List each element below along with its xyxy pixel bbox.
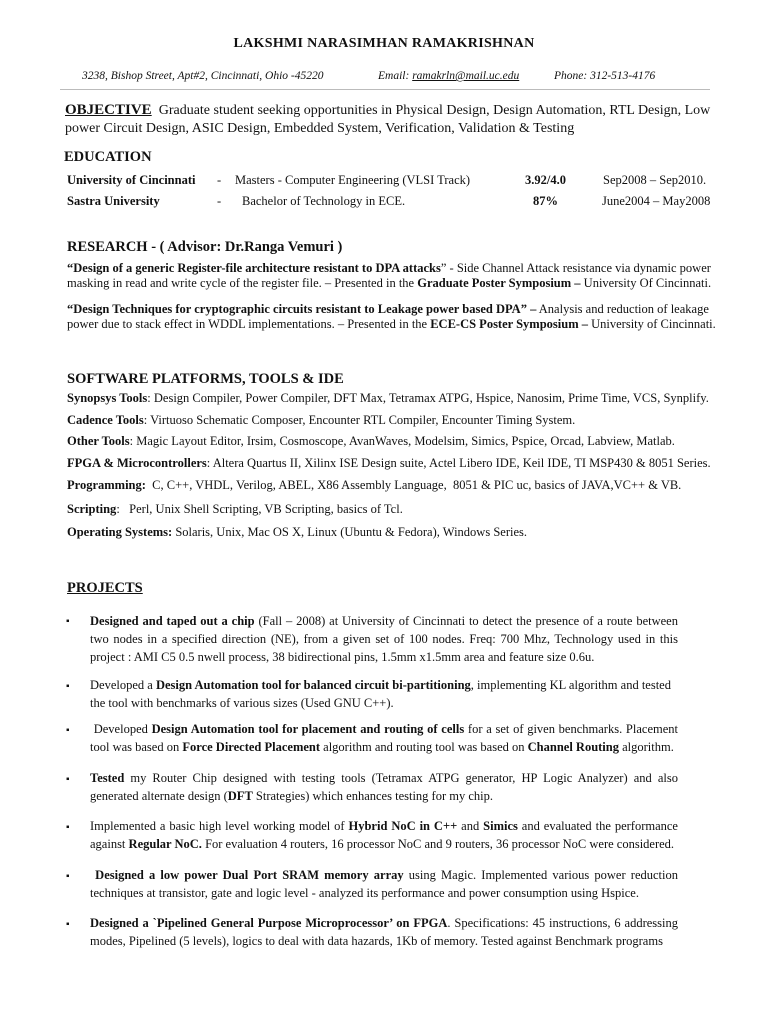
project-item <box>90 676 678 712</box>
tool-text: Perl, Unix Shell Scripting, VB Scripting, basics of Tcl. <box>129 502 403 516</box>
project-text: . Specifications: 45 instructions, 6 addressing modes, Pipelined (5 levels), logics to deal with data hazards, 1Kb of memory. Tested against Benchmark programs <box>90 916 678 948</box>
tool-sep: : <box>143 413 151 427</box>
research-item <box>67 302 727 332</box>
project-item <box>90 769 678 805</box>
research-text: Side Channel Attack resistance via dynamic power masking in read and write cycle of the register file. – Presented in the <box>67 261 711 290</box>
project-highlight: Designed a `Pipelined General Purpose Microprocessor’ on FPGA <box>90 916 448 930</box>
tool-row <box>67 478 737 493</box>
research-item <box>67 261 727 291</box>
tool-row <box>67 456 737 471</box>
tool-text: Magic Layout Editor, Irsim, Cosmoscope, AvanWaves, Modelsim, Simics, Pspice, Orcad, Labview, Matlab. <box>136 434 675 448</box>
project-item <box>90 866 678 902</box>
project-text: and evaluated the performance against <box>90 819 678 851</box>
tool-row <box>67 413 737 428</box>
project-text: for a set of given benchmarks. Placement tool was based on <box>90 722 678 754</box>
tool-row <box>67 502 737 517</box>
edu-score: 3.92/4.0 <box>525 173 566 187</box>
project-highlight: Force Directed Placement <box>182 740 321 754</box>
header-divider <box>60 89 710 90</box>
project-text: , implementing KL algorithm and tested the tool with benchmarks of various sizes (Used GNU C++). <box>90 678 671 710</box>
bullet-icon: ▪ <box>66 919 70 930</box>
research-venue: ECE-CS Poster Symposium – <box>430 317 588 331</box>
project-text: algorithm. <box>619 740 674 754</box>
objective-text: Graduate student seeking opportunities in Physical Design, Design Automation, RTL Design, Low power Circuit Design, ASIC Design, Embedded System, Verification, Validation & Testing <box>65 103 711 136</box>
education-row <box>67 173 727 191</box>
tool-text: Solaris, Unix, Mac OS X, Linux (Ubuntu & Fedora), Windows Series. <box>175 525 527 539</box>
project-text: Implemented a basic high level working model of <box>90 819 349 833</box>
bullet-icon: ▪ <box>66 725 70 736</box>
project-highlight: Designed a low power Dual Port SRAM memory array <box>90 868 404 882</box>
project-item <box>90 612 678 666</box>
tool-sep: : <box>206 456 213 470</box>
projects-title: PROJECTS <box>67 580 143 596</box>
candidate-name: LAKSHMI NARASIMHAN RAMAKRISHNAN <box>233 36 535 51</box>
tool-label: Cadence Tools <box>67 413 144 427</box>
research-title-text: “Design of a generic Register-file architecture resistant to DPA attacks <box>67 261 441 275</box>
tool-text: Altera Quartus II, Xilinx ISE Design suite, Actel Libero IDE, Keil IDE, TI MSP430 & 8051 Series. <box>212 456 711 470</box>
research-title-text: “Design Techniques for cryptographic circuits resistant to Leakage power based DPA” – <box>67 302 537 316</box>
tool-label: Operating Systems: <box>67 525 173 539</box>
project-text: Developed <box>90 722 152 736</box>
project-highlight: DFT <box>227 789 253 803</box>
project-text: Developed a <box>90 678 156 692</box>
email-label: Email: <box>378 70 410 82</box>
project-item <box>90 720 678 756</box>
research-text: Analysis and reduction of leakage power due to stack effect in WDDL implementations. – Presented in the <box>67 302 709 331</box>
project-text: my Router Chip designed with testing tools (Tetramax ATPG generator, HP Logic Analyzer) and also generated alternate design ( <box>90 771 678 803</box>
bullet-icon: ▪ <box>66 616 70 627</box>
tool-row <box>67 525 737 540</box>
tool-text: Virtuoso Schematic Composer, Encounter RTL Compiler, Encounter Timing System. <box>150 413 576 427</box>
project-text: Strategies) which enhances testing for my chip. <box>252 789 493 803</box>
project-highlight: Channel Routing <box>527 740 619 754</box>
project-highlight: Design Automation tool for placement and routing of cells <box>151 722 465 736</box>
edu-degree: Bachelor of Technology in ECE. <box>242 194 406 208</box>
research-title: RESEARCH - ( Advisor: Dr.Ranga Vemuri ) <box>67 239 343 255</box>
education-row <box>67 194 727 212</box>
edu-score: 87% <box>533 194 558 208</box>
software-title: SOFTWARE PLATFORMS, TOOLS & IDE <box>67 371 344 387</box>
edu-dates: Sep2008 – Sep2010. <box>603 173 707 187</box>
tool-sep: : <box>147 391 154 405</box>
bullet-icon: ▪ <box>66 681 70 692</box>
project-highlight: Design Automation tool for balanced circuit bi-partitioning <box>155 678 471 692</box>
project-text: For evaluation 4 routers, 16 processor NoC and 9 routers, 36 processor NoC were considered. <box>201 837 675 851</box>
edu-dates: June2004 – May2008 <box>602 194 711 208</box>
project-highlight: Regular NoC. <box>128 837 202 851</box>
research-place: University Of Cincinnati. <box>580 276 712 290</box>
research-venue: Graduate Poster Symposium – <box>417 276 581 290</box>
tool-label: Synopsys Tools <box>67 391 148 405</box>
research-sep: ” - <box>440 261 457 275</box>
objective-section <box>65 101 715 138</box>
edu-school: Sastra University <box>67 194 160 208</box>
edu-dash: - <box>217 194 222 208</box>
tool-sep: : <box>116 502 130 516</box>
bullet-icon: ▪ <box>66 822 70 833</box>
phone: Phone: 312-513-4176 <box>554 70 656 82</box>
edu-dash: - <box>217 173 222 187</box>
tool-label: Other Tools <box>67 434 130 448</box>
tool-label: Scripting <box>67 502 117 516</box>
edu-school: University of Cincinnati <box>67 173 196 187</box>
tool-text: Design Compiler, Power Compiler, DFT Max, Tetramax ATPG, Hspice, Nanosim, Prime Time, VCS, Synplify. <box>153 391 709 405</box>
tool-text: C, C++, VHDL, Verilog, ABEL, X86 Assembly Language, 8051 & PIC uc, basics of JAVA,VC++ & VB. <box>152 478 682 492</box>
project-highlight: Simics <box>483 819 518 833</box>
tool-label: Programming: <box>67 478 146 492</box>
project-highlight: Tested <box>90 771 125 785</box>
edu-degree: Masters - Computer Engineering (VLSI Track) <box>235 173 471 187</box>
project-text: using Magic. Implemented various power reduction techniques at transistor, gate and logic level - analyzed its performance and power consumption using Hspice. <box>90 868 678 900</box>
project-highlight: Hybrid NoC in C++ <box>348 819 458 833</box>
tool-sep: : <box>129 434 137 448</box>
project-text: and <box>457 819 484 833</box>
project-highlight: Designed and taped out a chip <box>90 614 255 628</box>
tool-row <box>67 391 737 406</box>
objective-label: OBJECTIVE <box>65 102 152 118</box>
education-title: EDUCATION <box>64 149 152 165</box>
tool-row <box>67 434 737 449</box>
research-place: University of Cincinnati. <box>588 317 716 331</box>
bullet-icon: ▪ <box>66 774 70 785</box>
bullet-icon: ▪ <box>66 871 70 882</box>
address: 3238, Bishop Street, Apt#2, Cincinnati, Ohio -45220 <box>82 70 324 82</box>
project-text: algorithm and routing tool was based on <box>320 740 528 754</box>
email-link[interactable]: ramakrln@mail.uc.edu <box>412 70 520 82</box>
project-item <box>90 817 678 853</box>
email-block <box>378 70 519 82</box>
project-text: (Fall – 2008) at University of Cincinnati to detect the presence of a route between two nodes in a specified direction (NE), from a given set of 100 nodes. Freq: 700 Mhz, Technology used in this project : AMI C5 0.5 nwell process, 38 bidirectional pins, 1.5mm x1.5mm area and feature size 0.6u. <box>90 614 678 664</box>
project-item <box>90 914 678 950</box>
tool-label: FPGA & Microcontrollers <box>67 456 207 470</box>
